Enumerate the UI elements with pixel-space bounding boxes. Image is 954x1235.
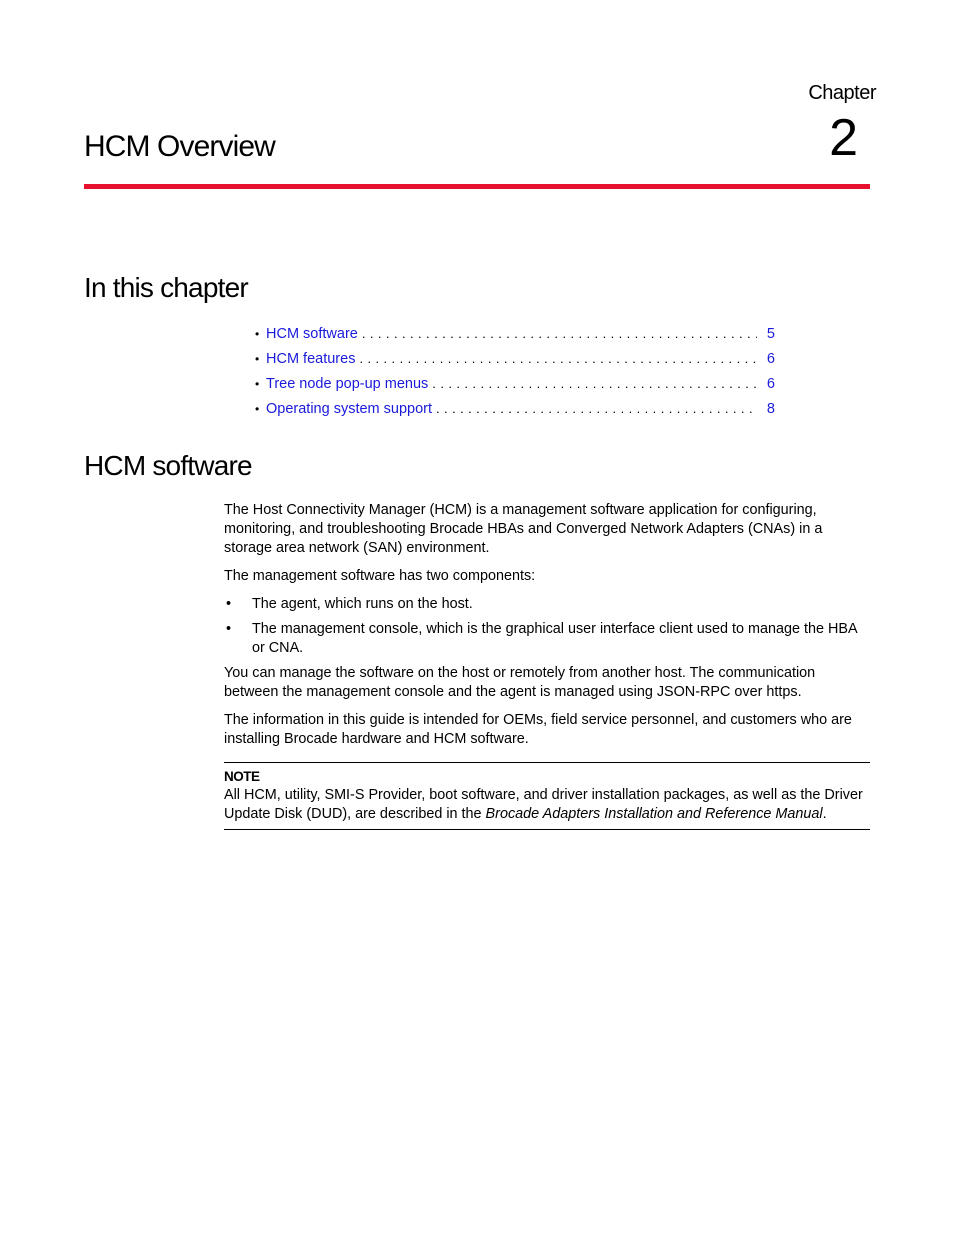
paragraph: The management software has two components: [224, 568, 536, 584]
hcm-software-heading: HCM software [84, 450, 252, 481]
list-item-text: The agent, which runs on the host. [252, 596, 473, 612]
bullet-icon: • [255, 326, 260, 341]
note-text [224, 786, 870, 824]
paragraph: You can manage the software on the host or remotely from another host. The communication between the management console and the agent is managed using JSON-RPC over https. [224, 665, 816, 700]
toc-item[interactable] [255, 396, 775, 421]
toc-list [255, 321, 775, 421]
toc-item[interactable] [255, 321, 775, 346]
list-item-text: The management console, which is the graphical user interface client used to manage the HBA or CNA. [252, 621, 857, 656]
chapter-title: HCM Overview [84, 130, 275, 163]
bullet-icon: • [226, 596, 232, 612]
toc-item[interactable] [255, 371, 775, 396]
note-box [224, 762, 870, 830]
toc-page-number[interactable]: 6 [766, 350, 775, 367]
toc-page-number[interactable]: 5 [766, 325, 775, 342]
in-this-chapter-heading: In this chapter [84, 272, 248, 303]
toc-page-number[interactable]: 6 [766, 375, 775, 392]
toc-link[interactable]: HCM features [266, 350, 356, 367]
toc-item[interactable] [255, 346, 775, 371]
bullet-icon: • [255, 401, 260, 416]
bullet-icon: • [226, 621, 232, 637]
note-text-end: . [822, 806, 827, 822]
chapter-label: Chapter [808, 82, 876, 104]
bullet-icon: • [255, 376, 260, 391]
toc-link[interactable]: Tree node pop-up menus [266, 375, 429, 392]
leader-dots [359, 351, 757, 366]
toc-link[interactable]: HCM software [266, 325, 358, 342]
note-text-start: All HCM, utility, SMI-S Provider, boot software, and driver installation packages, as well as the Driver Update Disk (DUD), are described in the [224, 787, 863, 822]
list-item [224, 620, 872, 658]
leader-dots [432, 376, 757, 391]
paragraph: The information in this guide is intended for OEMs, field service personnel, and customers who are installing Brocade hardware and HCM software. [224, 712, 852, 747]
leader-dots [362, 326, 757, 341]
chapter-rule [84, 184, 870, 189]
note-label: NOTE [224, 769, 260, 784]
list-item [224, 595, 872, 614]
bullet-icon: • [255, 351, 260, 366]
toc-link[interactable]: Operating system support [266, 400, 433, 417]
hcm-software-body [224, 501, 872, 758]
leader-dots [436, 401, 757, 416]
paragraph: The Host Connectivity Manager (HCM) is a management software application for configuring, monitoring, and troubleshooting Brocade HBAs and Converged Network Adapters (CNAs) in a storage area network (SAN) environment. [224, 502, 823, 556]
chapter-number: 2 [829, 109, 858, 167]
manual-title: Brocade Adapters Installation and Reference Manual [485, 806, 823, 822]
toc-page-number[interactable]: 8 [766, 400, 775, 417]
